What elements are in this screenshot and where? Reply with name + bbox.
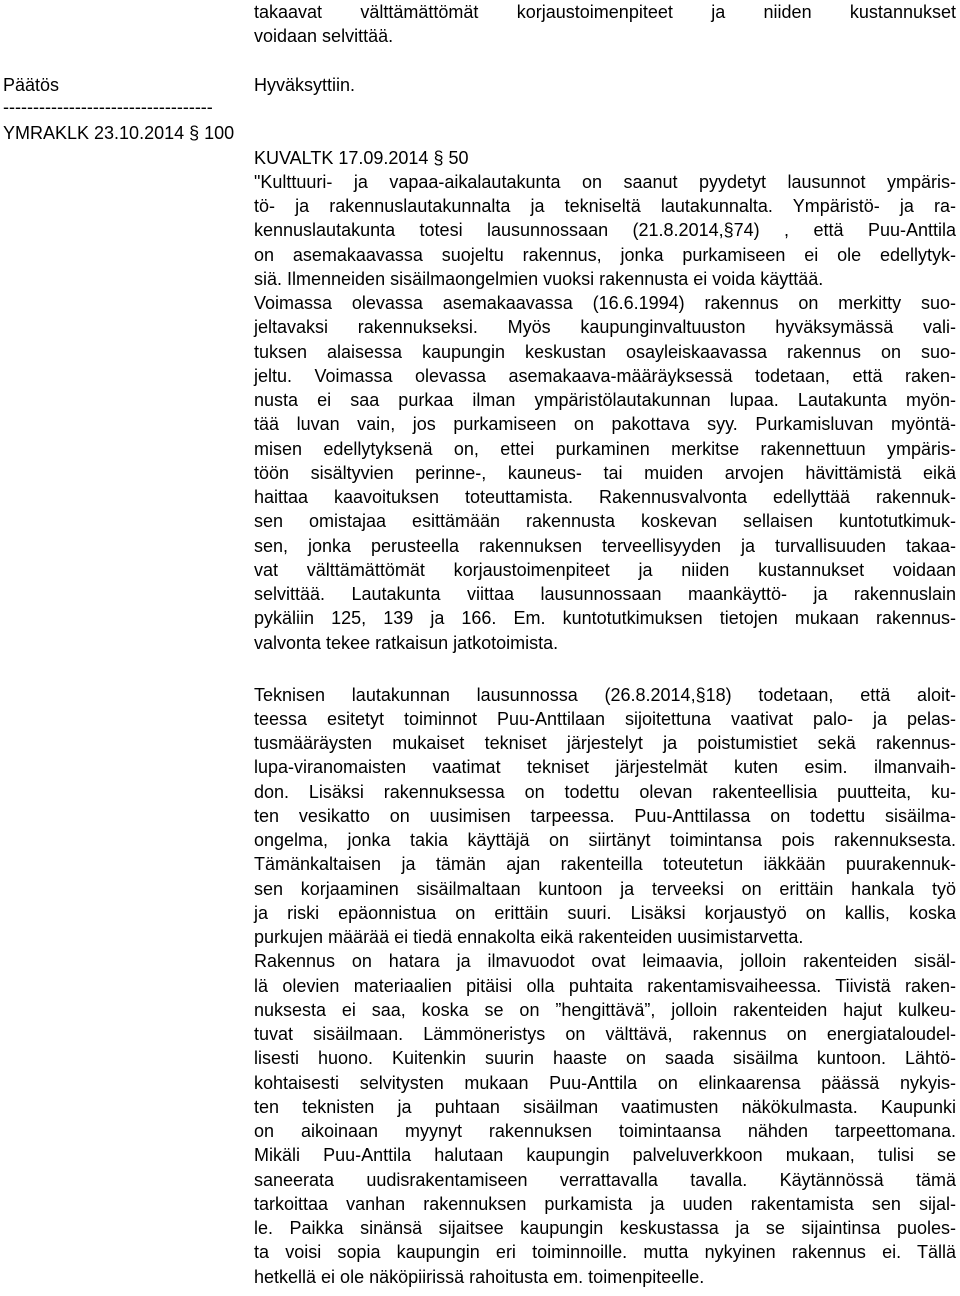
- paragraph-line: sen, jonka perusteella rakennuksen terveellisyyden ja turvallisuuden takaa-: [254, 536, 956, 556]
- paragraph-line: pykäliin 125, 139 ja 166. Em. kuntotutkimuksen tietojen mukaan rakennus-: [254, 608, 956, 628]
- paragraph-line: lupa-viranomaisten vaatimat tekniset järjestelmät kuten esim. ilmanvaih-: [254, 757, 956, 777]
- paragraph-line: le. Paikka sinänsä sijaitsee kaupungin keskustassa ja se sijaintinsa puoles-: [254, 1218, 956, 1238]
- decision-label: Päätös: [3, 75, 60, 95]
- paragraph-line: tö- ja rakennuslautakunnalta ja tekniseltä lautakunnalta. Ympäristö- ja ra-: [254, 196, 956, 216]
- paragraph-line: misen edellytyksenä on, ettei purkaminen merkitse rakennettuun ympäris-: [254, 439, 956, 459]
- paragraph-line: lisesti huono. Kuitenkin suurin haaste on saada sisäilma kuntoon. Lähtö-: [254, 1048, 956, 1068]
- paragraph-line: jeltu. Voimassa olevassa asemakaava-määräyksessä todetaan, että raken-: [254, 366, 956, 386]
- paragraph-line: on aikoinaan myynyt rakennuksen toimintaansa nähden tarpeettomana.: [254, 1121, 956, 1141]
- paragraph-line: sen omistajaa esittämään rakennusta koskevan sellaisen kuntotutkimuk-: [254, 511, 956, 531]
- paragraph-line: Mikäli Puu-Anttila halutaan kaupungin palveluverkkoon mukaan, tulisi se: [254, 1145, 956, 1165]
- paragraph-line: selvittää. Lautakunta viittaa lausunnossaan maankäyttö- ja rakennuslain: [254, 584, 956, 604]
- paragraph-line: Tämänkaltaisen ja tämän ajan rakenteilla toteutetun iäkkään puurakennuk-: [254, 854, 956, 874]
- header-line: takaavat välttämättömät korjaustoimenpiteet ja niiden kustannukset: [254, 2, 956, 22]
- paragraph-line: saneerata uudisrakentamiseen verrattavalla tavalla. Käytännössä tämä: [254, 1170, 956, 1190]
- paragraph-line: ten teknisten ja puhtaan sisäilman vaatimusten näkökulmasta. Kaupunki: [254, 1097, 956, 1117]
- paragraph-line: nuksesta ei saa, koska se on ”hengittävä”, jolloin rakenteiden hajut kulkeu-: [254, 1000, 956, 1020]
- paragraph-line: ongelma, jonka takia käyttäjä on siirtänyt toimintansa pois rakennuksesta.: [254, 830, 956, 850]
- decision-value: Hyväksyttiin.: [254, 75, 356, 95]
- paragraph-line: kennuslautakunta totesi lausunnossaan (21.8.2014,§74) , että Puu-Anttila: [254, 220, 956, 240]
- paragraph-line: hetkellä ei ole näköpiirissä rahoitusta em. toimenpiteelle.: [254, 1267, 705, 1287]
- paragraph-line: jeltavaksi rakennukseksi. Myös kaupunginvaltuuston hyväksymässä vali-: [254, 317, 956, 337]
- paragraph-line: "Kulttuuri- ja vapaa-aikalautakunta on saanut pyydetyt lausunnot ympäris-: [254, 172, 956, 192]
- ymraklk-reference: YMRAKLK 23.10.2014 § 100: [3, 123, 235, 143]
- paragraph-line: teessa esitetyt toiminnot Puu-Anttilaan sijoitettuna vaativat palo- ja pelas-: [254, 709, 956, 729]
- paragraph-line: tää luvan vain, jos purkamiseen on pakottava syy. Purkamisluvan myöntä-: [254, 414, 956, 434]
- paragraph-line: ta voisi sopia kaupungin eri toiminnoille. mutta nykyinen rakennus ei. Tällä: [254, 1242, 956, 1262]
- paragraph-line: ja riski epäonnistua on erittäin suuri. Lisäksi korjaustyö on kallis, koska: [254, 903, 956, 923]
- paragraph-line: valvonta tekee ratkaisun jatkotoimista.: [254, 633, 559, 653]
- paragraph-line: siä. Ilmenneiden sisäilmaongelmien vuoksi rakennusta ei voida käyttää.: [254, 269, 824, 289]
- paragraph-line: Voimassa olevassa asemakaavassa (16.6.1994) rakennus on merkitty suo-: [254, 293, 956, 313]
- paragraph-line: don. Lisäksi rakennuksessa on todettu olevan rakenteellisia puutteita, ku-: [254, 782, 956, 802]
- paragraph-line: purkujen määrää ei tiedä ennakolta eikä rakenteiden uusimistarvetta.: [254, 927, 804, 947]
- paragraph-line: tuvat sisäilmaan. Lämmöneristys on välttävä, rakennus on energiataloudel-: [254, 1024, 956, 1044]
- paragraph-line: sen korjaaminen sisäilmaltaan kuntoon ja terveeksi on erittäin hankala työ: [254, 879, 956, 899]
- separator-line: -----------------------------------: [3, 97, 213, 117]
- paragraph-line: on asemakaavassa suojeltu rakennus, jonka purkamiseen ei ole edellytyk-: [254, 245, 956, 265]
- paragraph-line: nusta ei saa purkaa ilman ympäristölautakunnan lupaa. Lautakunta myön-: [254, 390, 956, 410]
- header-line: voidaan selvittää.: [254, 26, 394, 46]
- paragraph-line: Teknisen lautakunnan lausunnossa (26.8.2014,§18) todetaan, että aloit-: [254, 685, 956, 705]
- paragraph-line: kohtaisesti selvitysten mukaan Puu-Anttila on elinkaarensa päässä nykyis-: [254, 1073, 956, 1093]
- kuvaltk-reference: KUVALTK 17.09.2014 § 50: [254, 148, 469, 168]
- paragraph-line: tarkoittaa vanhan rakennuksen purkamista ja uuden rakentamista sen sijal-: [254, 1194, 956, 1214]
- paragraph-line: tusmääräysten mukaiset tekniset järjestelyt ja poistumistiet sekä rakennus-: [254, 733, 956, 753]
- paragraph-line: ten vesikatto on uusimisen tarpeessa. Puu-Anttilassa on todettu sisäilma-: [254, 806, 956, 826]
- paragraph-line: Rakennus on hatara ja ilmavuodot ovat leimaavia, jolloin rakenteiden sisäl-: [254, 951, 956, 971]
- paragraph-line: haittaa kaavoituksen toteuttamista. Rakennusvalvonta edellyttää rakennuk-: [254, 487, 956, 507]
- paragraph-line: töön sisältyvien perinne-, kauneus- tai muiden arvojen hävittämistä eikä: [254, 463, 956, 483]
- paragraph-line: tuksen alaisessa kaupungin keskustan osayleiskaavassa rakennus on suo-: [254, 342, 956, 362]
- paragraph-line: vat välttämättömät korjaustoimenpiteet ja niiden kustannukset voidaan: [254, 560, 956, 580]
- paragraph-line: lä olevien materiaalien pitäisi olla puhtaita rakentamisvaiheessa. Tiivistä raken-: [254, 976, 956, 996]
